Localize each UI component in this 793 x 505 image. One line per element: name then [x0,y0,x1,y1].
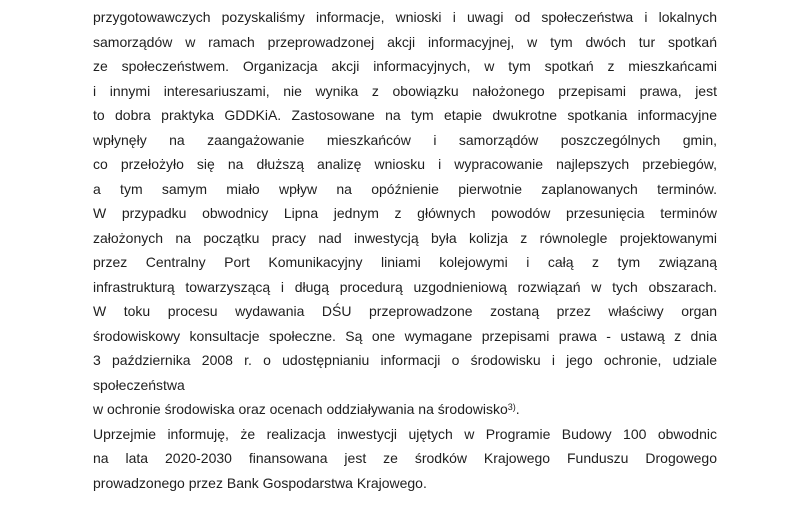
text-line: założonych na początku pracy nad inwestycją była kolizja z równolegle projektowanymi [93,229,717,246]
text-line: społeczeństwa [93,376,185,393]
text-line: co przełożyło się na dłuższą analizę wniosku i wypracowanie najlepszych przebiegów, [93,156,717,172]
text-line: środowiskowy konsultacje społeczne. Są one wymagane przepisami prawa - ustawą z dnia [93,327,717,344]
text-line-segment: . [515,401,520,417]
text-line: prowadzonego przez Bank Gospodarstwa Krajowego. [93,474,427,491]
text-line: i innymi interesariuszami, nie wynika z obowiązku nałożonego przepisami prawa, jest [93,82,717,99]
text-line: W przypadku obwodnicy Lipna jednym z głównych powodów przesunięcia terminów [93,205,717,221]
text-line: infrastrukturą towarzyszącą i długą procedurą uzgodnieniową rozwiązań w tych obszarach. [93,278,717,295]
text-line: przygotowawczych pozyskaliśmy informacje, wnioski i uwagi od społeczeństwa i lokalnych [93,9,717,25]
text-line [93,397,717,422]
text-block [93,5,717,495]
text-line: W toku procesu wydawania DŚU przeprowadzone zostaną przez właściwy organ [93,303,717,319]
text-line: samorządów w ramach przeprowadzonej akcji informacyjnej, w tym dwóch tur spotkań [93,33,717,50]
text-line: 3 października 2008 r. o udostępnianiu informacji o środowisku i jego ochronie, udziale [93,352,717,368]
text-line: a tym samym miało wpływ na opóźnienie pierwotnie zaplanowanych terminów. [93,180,717,197]
footnote-ref: 3) [507,402,516,412]
text-line: to dobra praktyka GDDKiA. Zastosowane na tym etapie dwukrotne spotkania informacyjne [93,107,717,123]
text-line: przez Centralny Port Komunikacyjny liniami kolejowymi i całą z tym związaną [93,254,717,270]
text-line: ze społeczeństwem. Organizacja akcji informacyjnych, w tym spotkań z mieszkańcami [93,58,717,74]
text-line: na lata 2020-2030 finansowana jest ze środków Krajowego Funduszu Drogowego [93,450,717,466]
text-line: Uprzejmie informuję, że realizacja inwestycji ujętych w Programie Budowy 100 obwodnic [93,425,717,442]
text-line: wpłynęły na zaangażowanie mieszkańców i samorządów poszczególnych gmin, [93,131,717,148]
text-line-segment: w ochronie środowiska oraz ocenach oddziaływania na środowisko [93,401,508,417]
